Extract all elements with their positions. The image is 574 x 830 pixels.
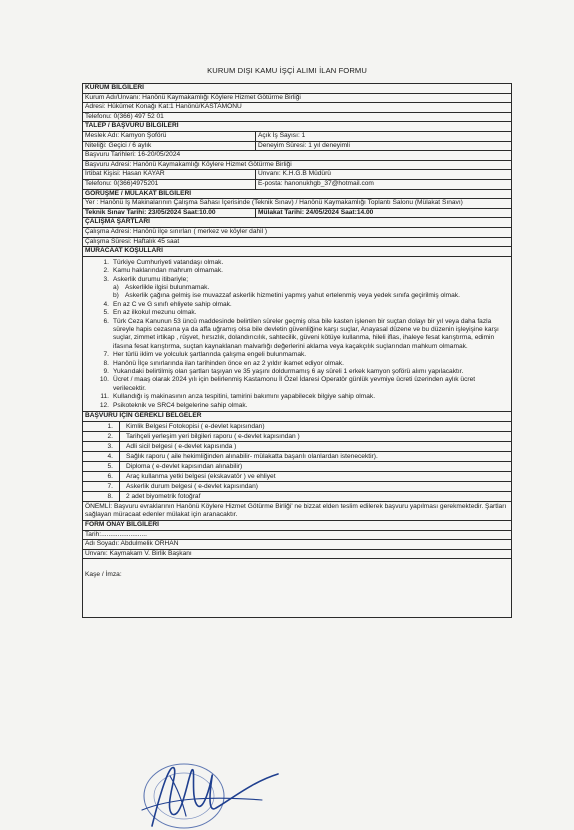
list-item: 9. Yukarıdaki belirtilmiş olan şartları taşıyan ve 35 yaşını doldurmamış 6 ay süreli 1 erkek kamyon şoförü alımı yapılacaktır. [103, 367, 464, 375]
list-item: 6. Türk Ceza Kanunun 53 üncü maddesinde belirtilen süreler geçmiş olsa bile kasten işlenen bir suçtan dolayı bir yıl veya daha fazla süreyle hapis cezasına ya da affa uğramış olsa bile devletin güvenliğine karşı suçlar, Anayasal düzene ve bu düzenin işleyişine karşı suçlar, zimmet irtikap , rüşvet, hırsızlık, dolandırıcılık, sahtecilik, güveni kötüye kullanma, hileli iflas, ihaleye fesat karıştırma, edimin ifasına fesat karıştırma, suçtan kaynaklanan malvarlığı değerlerini aklama veya kaçakçılık suçlarından mahkum olmamak. [103, 317, 499, 350]
mulakat-tarihi: Mülakat Tarihi: 24/05/2024 Saat:14.00 [258, 208, 374, 216]
irtibat-kisisi: İrtibat Kişisi: Hasan KAYAR [83, 170, 256, 179]
kurum-adi: Kurum Adı/Unvanı: Hanönü Kaymakamlığı Köylere Hizmet Götürme Birliği [83, 94, 511, 104]
list-subitem: a) Askerlikle ilgisi bulunmamak. [113, 283, 210, 291]
list-item: 10. Ücret / maaş olarak 2024 yılı için belirlenmiş Kastamonu İl Özel İdaresi Operatör günlük yevmiye ücreti üzerinden aylık ücret verilecektir. [99, 376, 476, 392]
kurum-adres: Adresi: Hükümet Konağı Kat:1 Hanönü/KASTAMONU [83, 103, 511, 113]
irtibat-row [83, 170, 511, 180]
onemli-note: ÖNEMLİ: Başvuru evraklarının Hanönü Köylere Hizmet Götürme Birliği' ne bizzat elden teslim edilerek başvuru yapılması gerekmektedir. Şartları sağlayan müracaat edenler mülakat için aranacaktır. [83, 502, 511, 521]
onay-tarih: Tarih:......................... [83, 531, 511, 541]
table-row: 3. Adli sicil belgesi ( e-devlet kapısında ) [83, 442, 511, 452]
kase-imza-label: Kaşe / İmza: [85, 571, 122, 579]
list-subitem: b) Askerlik çağına gelmiş ise muvazzaf askerlik hizmetini yapmış yahut ertelenmiş veya yedek sınıfa geçirilmiş olmak. [113, 292, 460, 300]
list-item: 2. Kamu haklarından mahrum olmamak. [103, 267, 223, 275]
list-item: 5. En az ilkokul mezunu olmak. [103, 309, 197, 317]
meslek-row [83, 132, 511, 142]
section-gorusme-header: GÖRÜŞME / MÜLAKAT BİLGİLERİ [83, 190, 511, 200]
onay-ad-soyad: Adı Soyadı: Abdulmelik ORHAN [83, 540, 511, 550]
signature-stamp-icon [112, 756, 282, 830]
acik-is-sayisi: Açık İş Sayısı: 1 [258, 131, 306, 139]
list-item: 3. Askerlik durumu itibariyle; [103, 275, 189, 283]
table-row: 2. Tarihçeli yerleşim yeri bilgileri raporu ( e-devlet kapısından ) [83, 432, 511, 442]
table-row: 1. Kimlik Belgesi Fotokopisi ( e-devlet kapısından) [83, 422, 511, 432]
table-row: 4. Sağlık raporu ( aile hekimliğinden alınabilir- mülakatta başarılı olanlardan istenecektir). [83, 452, 511, 462]
teknik-sinav-tarihi: Teknik Sınav Tarihi: 23/05/2024 Saat:10.00 [83, 209, 256, 218]
form-title: KURUM DIŞI KAMU İŞÇİ ALIMI İLAN FORMU [207, 66, 367, 75]
kase-imza-area [83, 559, 511, 617]
table-row: 6. Araç kullanma yetki belgesi (ekskavatör ) ve ehliyet [83, 472, 511, 482]
section-muracaat-header: MÜRACAAT KOŞULLARI [83, 247, 511, 257]
list-item: 4. En az C ve G sınıfı ehliyete sahip olmak. [103, 300, 232, 308]
list-item: 11. Kullandığı iş makinasının arıza tespitini, tamirini bakımını yapabilecek bilgiye sahip olmak. [100, 393, 376, 401]
table-row: 8. 2 adet biyometrik fotoğraf [83, 492, 511, 502]
calisma-suresi: Çalışma Süresi: Haftalık 45 saat [83, 238, 511, 248]
list-item: 7. Her türlü iklim ve yolculuk şartlarında çalışma engeli bulunmamak. [103, 351, 307, 359]
table-row: 5. Diploma ( e-devlet kapısından alınabilir) [83, 462, 511, 472]
section-calisma-header: ÇALIŞMA ŞARTLARI [83, 218, 511, 228]
irtibat-unvani: Unvanı: K.H.G.B Müdürü [258, 170, 331, 178]
basvuru-adresi: Başvuru Adresi: Hanönü Kaymakamlığı Köylere Hizmet Götürme Birliği [83, 161, 511, 171]
onay-unvan: Unvanı: Kaymakam V. Birlik Başkanı [83, 550, 511, 560]
deneyim-suresi: Deneyim Süresi: 1 yıl deneyimli [258, 141, 350, 149]
sinav-tarihleri-row [83, 209, 511, 219]
list-item: 1. Türkiye Cumhuriyeti vatandaşı olmak. [103, 258, 224, 266]
calisma-adresi: Çalışma Adresi: Hanönü ilçe sınırları ( merkez ve köyler dahil ) [83, 228, 511, 238]
section-onay-header: FORM ONAY BİLGİLERİ [83, 521, 511, 531]
talep-eposta: E-posta: hanonukhgb_37@hotmail.com [258, 179, 374, 187]
basvuru-tarihleri: Başvuru Tarihleri: 16-20/05/2024 [83, 151, 511, 161]
section-belgeler-header: BAŞVURU İÇİN GEREKLİ BELGELER [85, 412, 202, 419]
section-talep-header: TALEP / BAŞVURU BİLGİLERİ [83, 122, 511, 132]
nitelik: Niteliği: Geçici / 6 aylık [83, 142, 256, 151]
section-kurum-header: KURUM BİLGİLERİ [83, 84, 511, 94]
list-item: 12. Psikoteknik ve SRC4 belgelerine sahip olmak. [99, 401, 248, 409]
belgeler-table [83, 421, 511, 502]
kurum-telefon: Telefonu: 0(366) 497 52 01 [83, 113, 511, 123]
meslek-adi: Meslek Adı: Kamyon Şoförü [83, 132, 256, 141]
muracaat-list [83, 257, 511, 412]
gorusme-yer: Yer : Hanönü İş Makinalarının Çalışma Sahası İçerisinde (Teknik Sınav) / Hanönü Kaymakamlığı Toplantı Salonu (Mülakat Sınavı) [83, 199, 511, 209]
list-item: 8. Hanönü İlçe sınırlarında ilan tarihinden önce en az 2 yıldır ikamet ediyor olmak. [103, 359, 344, 367]
talep-telefon: Telefonu: 0(366)4975201 [83, 180, 256, 189]
telefon-row [83, 180, 511, 190]
table-row: 7. Askerlik durum belgesi ( e-devlet kapısından) [83, 482, 511, 492]
nitelik-row [83, 142, 511, 152]
ilan-form [82, 83, 512, 618]
